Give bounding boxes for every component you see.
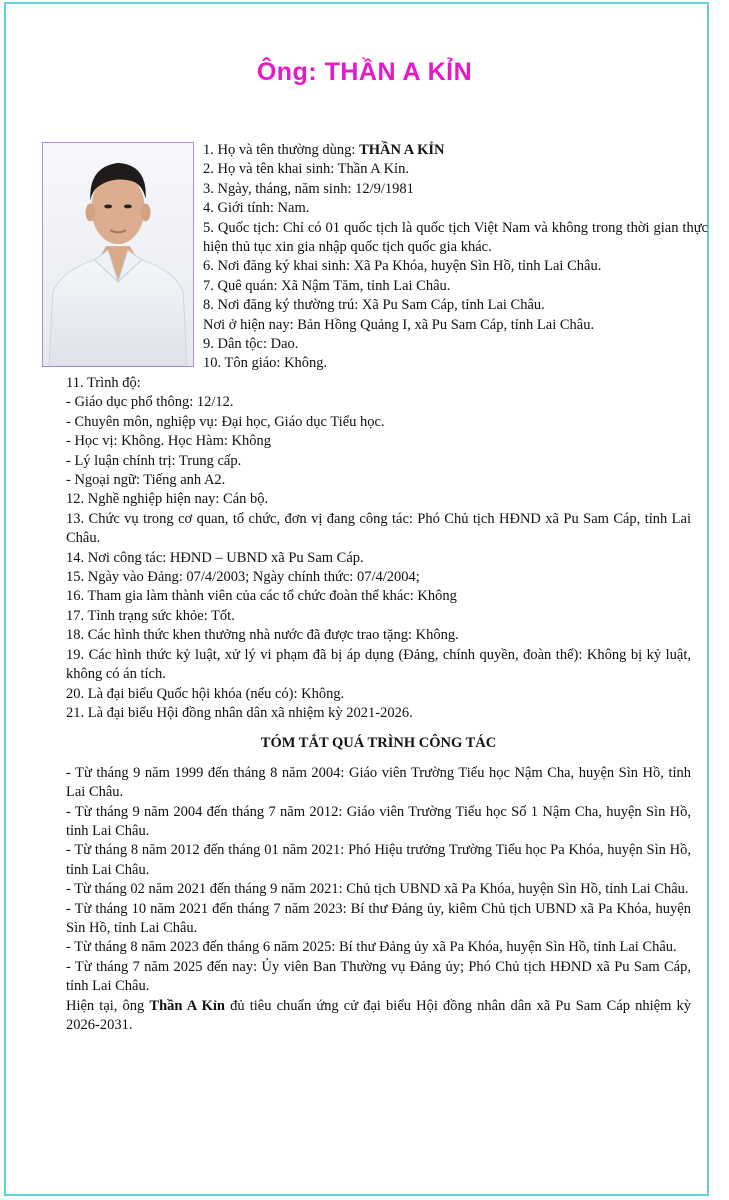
candidate-photo bbox=[42, 142, 194, 367]
common-name: THẦN A KỈN bbox=[359, 142, 445, 158]
detail-line: 13. Chức vụ trong cơ quan, tổ chức, đơn vị đang công tác: Phó Chủ tịch HĐND xã Pu Sam Cáp, tỉnh Lai Châu. bbox=[66, 510, 691, 547]
career-item: - Từ tháng 7 năm 2025 đến nay: Ủy viên Ban Thường vụ Đảng ủy; Phó Chủ tịch HĐND xã Pu Sam Cáp, tỉnh Lai Châu. bbox=[66, 958, 691, 995]
career-item: - Từ tháng 8 năm 2023 đến tháng 6 năm 2025: Bí thư Đảng ủy xã Pa Khóa, huyện Sìn Hồ, tỉnh Lai Châu. bbox=[66, 939, 677, 956]
info-line-5: 5. Quốc tịch: Chỉ có 01 quốc tịch là quốc tịch Việt Nam và không trong thời gian thực hiện thủ tục xin gia nhập quốc tịch quốc gia khác. bbox=[203, 219, 708, 256]
detail-line: 11. Trình độ: bbox=[66, 375, 141, 391]
info-line-3: 3. Ngày, tháng, năm sinh: 12/9/1981 bbox=[203, 180, 414, 197]
detail-line: - Học vị: Không. Học Hàm: Không bbox=[66, 433, 271, 450]
detail-line: 14. Nơi công tác: HĐND – UBND xã Pu Sam Cáp. bbox=[66, 549, 364, 566]
career-item: - Từ tháng 9 năm 2004 đến tháng 7 năm 2012: Giáo viên Trường Tiểu học Số 1 Nậm Cha, huyện Sìn Hồ, tỉnh Lai Châu. bbox=[66, 803, 691, 839]
detail-line: - Chuyên môn, nghiệp vụ: Đại học, Giáo dục Tiểu học. bbox=[66, 413, 385, 430]
career-item: - Từ tháng 8 năm 2012 đến tháng 01 năm 2021: Phó Hiệu trưởng Trường Tiểu học Pa Khóa, huyện Sìn Hồ, tỉnh Lai Châu. bbox=[66, 842, 691, 878]
info-line-8: 8. Nơi đăng ký thường trú: Xã Pu Sam Cáp, tỉnh Lai Châu. bbox=[203, 297, 545, 314]
detail-line: 19. Các hình thức kỷ luật, xử lý vi phạm đã bị áp dụng (Đảng, chính quyền, đoàn thể): Không bị kỷ luật, không có án tích. bbox=[66, 646, 691, 683]
info-line-10: 10. Tôn giáo: Không. bbox=[203, 355, 328, 372]
career-heading: TÓM TẮT QUÁ TRÌNH CÔNG TÁC bbox=[260, 735, 497, 752]
career-list bbox=[66, 764, 691, 997]
detail-line: - Giáo dục phổ thông: 12/12. bbox=[66, 394, 234, 411]
conclusion-name: Thần A Kỉn bbox=[149, 997, 225, 1014]
details-list bbox=[66, 374, 691, 723]
info-line-1: 1. Họ và tên thường dùng: THẦN A KỈN bbox=[203, 142, 445, 158]
conclusion: Hiện tại, ông Thần A Kỉn đủ tiêu chuẩn ứng cử đại biểu Hội đồng nhân dân xã Pu Sam Cáp nhiệm kỳ 2026-2031. bbox=[66, 997, 691, 1033]
main-body bbox=[66, 374, 691, 1035]
personal-info bbox=[203, 141, 708, 374]
info-line-9: 9. Dân tộc: Dao. bbox=[203, 336, 299, 353]
info-line-7: 7. Quê quán: Xã Nậm Tăm, tỉnh Lai Châu. bbox=[203, 277, 451, 294]
detail-line: 20. Là đại biểu Quốc hội khóa (nếu có): Không. bbox=[66, 685, 345, 702]
detail-line: 18. Các hình thức khen thưởng nhà nước đã được trao tặng: Không. bbox=[66, 627, 459, 644]
info-line-2: 2. Họ và tên khai sinh: Thần A Kỉn. bbox=[203, 161, 409, 178]
detail-line: - Ngoại ngữ: Tiếng anh A2. bbox=[66, 472, 226, 489]
detail-line: - Lý luận chính trị: Trung cấp. bbox=[66, 452, 242, 469]
detail-line: 16. Tham gia làm thành viên của các tổ chức đoàn thể khác: Không bbox=[66, 588, 457, 605]
detail-line: 15. Ngày vào Đảng: 07/4/2003; Ngày chính thức: 07/4/2004; bbox=[66, 569, 420, 586]
info-line-4: 4. Giới tính: Nam. bbox=[203, 200, 310, 217]
career-item: - Từ tháng 9 năm 1999 đến tháng 8 năm 2004: Giáo viên Trường Tiểu học Nậm Cha, huyện Sìn Hồ, tỉnh Lai Châu. bbox=[66, 764, 691, 801]
career-item: - Từ tháng 10 năm 2021 đến tháng 7 năm 2023: Bí thư Đảng ủy, kiêm Chủ tịch UBND xã Pa Khóa, huyện Sìn Hồ, tỉnh Lai Châu. bbox=[66, 900, 691, 936]
info-line-6: 6. Nơi đăng ký khai sinh: Xã Pa Khóa, huyện Sìn Hồ, tỉnh Lai Châu. bbox=[203, 258, 602, 275]
detail-line: 17. Tình trạng sức khỏe: Tốt. bbox=[66, 607, 235, 624]
info-line-8b: Nơi ở hiện nay: Bản Hồng Quảng I, xã Pu Sam Cáp, tỉnh Lai Châu. bbox=[203, 316, 595, 333]
page-title: Ông: THẦN A KỈN bbox=[256, 58, 473, 86]
detail-line: 12. Nghề nghiệp hiện nay: Cán bộ. bbox=[66, 491, 269, 508]
career-item: - Từ tháng 02 năm 2021 đến tháng 9 năm 2021: Chủ tịch UBND xã Pa Khóa, huyện Sìn Hồ, tỉnh Lai Châu. bbox=[66, 881, 689, 898]
detail-line: 21. Là đại biểu Hội đồng nhân dân xã nhiệm kỳ 2021-2026. bbox=[66, 704, 413, 721]
